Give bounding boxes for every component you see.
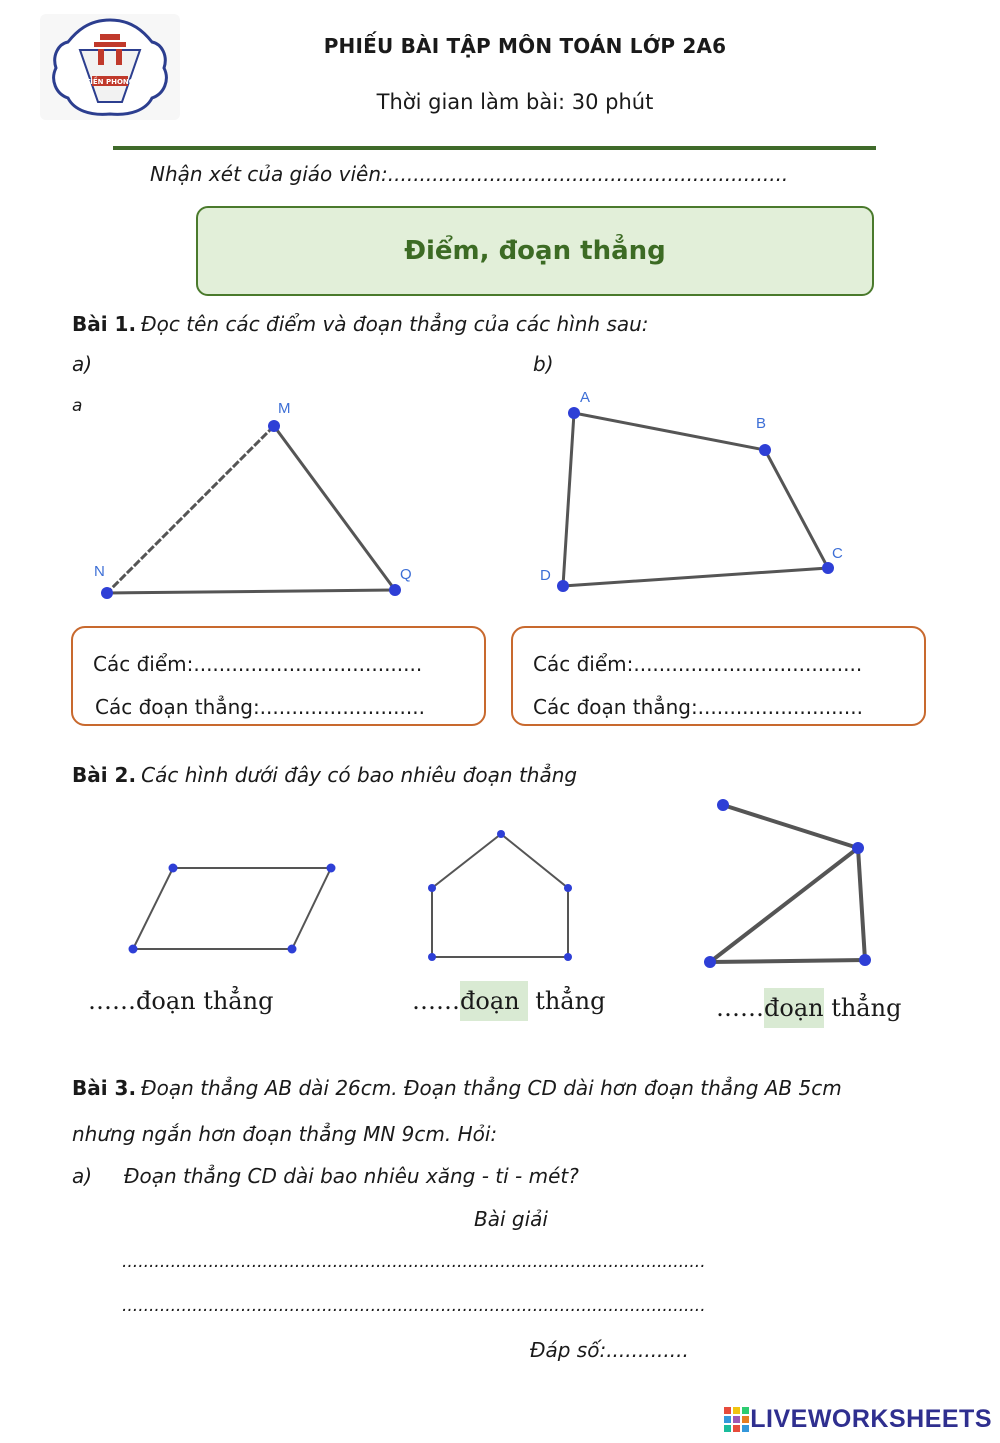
point-b (759, 444, 771, 456)
house-pentagon-figure (420, 822, 590, 967)
point-n (101, 587, 113, 599)
label-c: C (832, 545, 843, 562)
solution-line-1[interactable]: ............................................................................................................ (122, 1252, 706, 1272)
point-m (268, 420, 280, 432)
bai3-part-a-label: a) (72, 1164, 93, 1188)
answer-box-a (71, 626, 486, 726)
answer-b-segments[interactable]: Các đoạn thẳng:.......................... (533, 695, 863, 719)
bai2-prompt (72, 763, 577, 787)
answer-b-points[interactable]: Các điểm:.................................... (533, 652, 863, 676)
brand-text: LIVEWORKSHEETS (750, 1405, 992, 1433)
solution-line-2[interactable]: ............................................................................................................ (122, 1296, 706, 1316)
answer-a-segments[interactable]: Các đoạn thẳng:.......................... (95, 695, 425, 719)
label-n: N (94, 563, 105, 580)
lesson-title: Điểm, đoạn thẳng (404, 236, 666, 266)
bai2-answer-2[interactable]: ……đoạn thẳng (412, 987, 605, 1015)
liveworksheets-brand (724, 1405, 992, 1434)
triangle-segments (107, 426, 395, 593)
header-divider (113, 146, 876, 150)
label-a: A (580, 389, 591, 406)
point-c (822, 562, 834, 574)
solution-heading: Bài giải (474, 1207, 548, 1231)
liveworksheets-logo-icon (724, 1407, 750, 1433)
label-d: D (540, 567, 551, 584)
bai2-answer-3[interactable]: ……đoạn thẳng (716, 994, 901, 1022)
point-a (568, 407, 580, 419)
bai2-text: Các hình dưới đây có bao nhiêu đoạn thẳng (141, 763, 578, 787)
label-q: Q (400, 566, 412, 583)
stray-a: a (72, 396, 83, 416)
lesson-title-box (196, 206, 874, 296)
bai3-text-line2: nhưng ngắn hơn đoạn thẳng MN 9cm. Hỏi: (72, 1122, 498, 1146)
bai1-prompt (72, 312, 649, 336)
bai2-answer-1[interactable]: ……đoạn thẳng (88, 987, 274, 1015)
bai3-part-a-text: Đoạn thẳng CD dài bao nhiêu xăng - ti - mét? (124, 1164, 579, 1188)
bai3-text-line1: Đoạn thẳng AB dài 26cm. Đoạn thẳng CD dài hơn đoạn thẳng AB 5cm (141, 1076, 842, 1100)
answer-box-b (511, 626, 926, 726)
point-d (557, 580, 569, 592)
triangle-with-tail-figure (690, 788, 890, 978)
label-m: M (278, 400, 291, 417)
bai3-label: Bài 3. (72, 1076, 137, 1100)
triangle-figure (80, 390, 440, 610)
quadrilateral-figure (530, 380, 860, 600)
answer-line[interactable]: Đáp số:............. (530, 1338, 689, 1362)
bai1-text: Đọc tên các điểm và đoạn thẳng của các hình sau: (141, 312, 649, 336)
bai1-part-b: b) (533, 352, 554, 376)
parallelogram-figure (120, 850, 350, 960)
bai2-label: Bài 2. (72, 763, 137, 787)
bai1-label: Bài 1. (72, 312, 137, 336)
bai1-part-a: a) (72, 352, 93, 376)
bai3-prompt (72, 1076, 842, 1100)
logo-text: TIỀN PHONG (85, 78, 135, 86)
worksheet-title: PHIẾU BÀI TẬP MÔN TOÁN LỚP 2A6 (323, 34, 727, 58)
time-limit: Thời gian làm bài: 30 phút (376, 90, 654, 114)
label-b: B (756, 415, 767, 432)
point-q (389, 584, 401, 596)
teacher-comment: Nhận xét của giáo viên:............................................................... (150, 162, 789, 186)
answer-a-points[interactable]: Các điểm:.................................... (93, 652, 423, 676)
